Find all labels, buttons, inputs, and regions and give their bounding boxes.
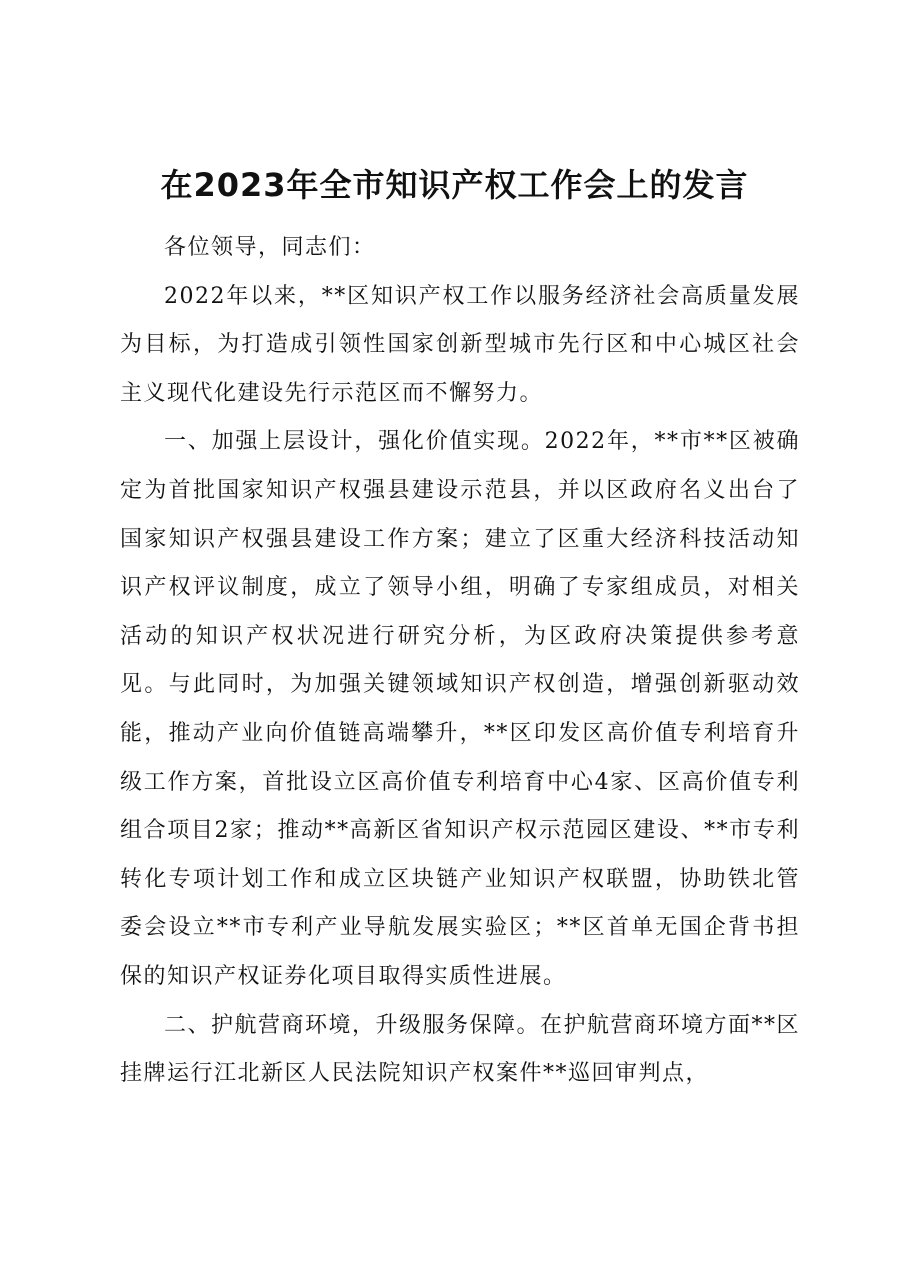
paragraph-intro: 2022年以来，**区知识产权工作以服务经济社会高质量发展为目标，为打造成引领性国家创新型城市先行区和中心城区社会主义现代化建设先行示范区而不懈努力。	[120, 283, 800, 406]
document-title: 在2023年全市知识产权工作会上的发言	[160, 166, 749, 204]
document-body	[120, 224, 800, 1099]
greeting-line: 各位领导，同志们：	[164, 235, 376, 260]
paragraph-section-two: 二、护航营商环境，升级服务保障。在护航营商环境方面**区挂牌运行江北新区人民法院知识产权案件**巡回审判点，	[120, 1012, 801, 1087]
paragraph-section-one: 一、加强上层设计，强化价值实现。2022年，**市**区被确定为首批国家知识产权强县建设示范县，并以区政府名义出台了国家知识产权强县建设工作方案；建立了区重大经济科技活动知识产权评议制度，成立了领导小组，明确了专家组成员，对相关活动的知识产权状况进行研究分析，为区政府决策提供参考意见。与此同时，为加强关键领域知识产权创造，增强创新驱动效能，推动产业向价值链高端攀升，**区印发区高价值专利培育升级工作方案，首批设立区高价值专利培育中心4家、区高价值专利组合项目2家；推动**高新区省知识产权示范园区建设、**市专利转化专项计划工作和成立区块链产业知识产权联盟，协助铁北管委会设立**市专利产业导航发展实验区；**区首单无国企背书担保的知识产权证券化项目取得实质性进展。	[120, 429, 800, 989]
